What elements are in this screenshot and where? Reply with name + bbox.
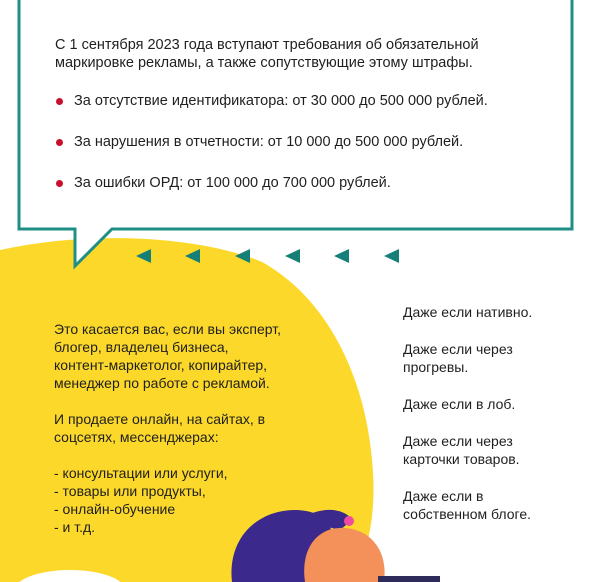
fine-text: За ошибки ОРД: от 100 000 до 700 000 рублей. — [74, 175, 391, 191]
bullet-dot-icon — [56, 98, 63, 105]
even-if-item: Даже если в собственном блоге. — [403, 488, 532, 522]
audience-line: - и т.д. — [54, 519, 96, 535]
audience-block — [54, 320, 354, 536]
list-item — [55, 174, 575, 192]
audience-line: соцсетях, мессенджерах: — [54, 429, 219, 445]
left-arrow-icon — [334, 249, 349, 263]
left-arrow-icon — [285, 249, 300, 263]
list-item — [55, 92, 575, 110]
audience-line: блогер, владелец бизнеса, — [54, 339, 229, 355]
even-if-list — [403, 303, 583, 542]
left-arrow-icon — [384, 249, 399, 263]
spacer — [54, 446, 354, 464]
audience-line: менеджер по работе с рекламой. — [54, 375, 270, 391]
intro-text: С 1 сентября 2023 года вступают требования об обязательной маркировке рекламы, а также сопутствующие этому штрафы. — [55, 37, 479, 71]
audience-line: Это касается вас, если вы эксперт, — [54, 321, 281, 337]
laptop — [378, 576, 440, 582]
fine-text: За нарушения в отчетности: от 10 000 до 500 000 рублей. — [74, 134, 464, 150]
bullet-dot-icon — [56, 180, 63, 187]
audience-line: - онлайн-обучение — [54, 501, 176, 517]
even-if-item: Даже если через карточки товаров. — [403, 433, 520, 467]
fine-text: За отсутствие идентификатора: от 30 000 до 500 000 рублей. — [74, 93, 488, 109]
even-if-item: Даже если в лоб. — [403, 396, 516, 412]
audience-line: - товары или продукты, — [54, 483, 206, 499]
audience-line: - консультации или услуги, — [54, 465, 228, 481]
even-if-item: Даже если через прогревы. — [403, 341, 513, 375]
spacer — [54, 392, 354, 410]
bullet-dot-icon — [56, 139, 63, 146]
even-if-item: Даже если нативно. — [403, 304, 533, 320]
fines-list — [55, 92, 575, 215]
audience-line: контент-маркетолог, копирайтер, — [54, 357, 268, 373]
audience-line: И продаете онлайн, на сайтах, в — [54, 411, 266, 427]
list-item — [55, 133, 575, 151]
